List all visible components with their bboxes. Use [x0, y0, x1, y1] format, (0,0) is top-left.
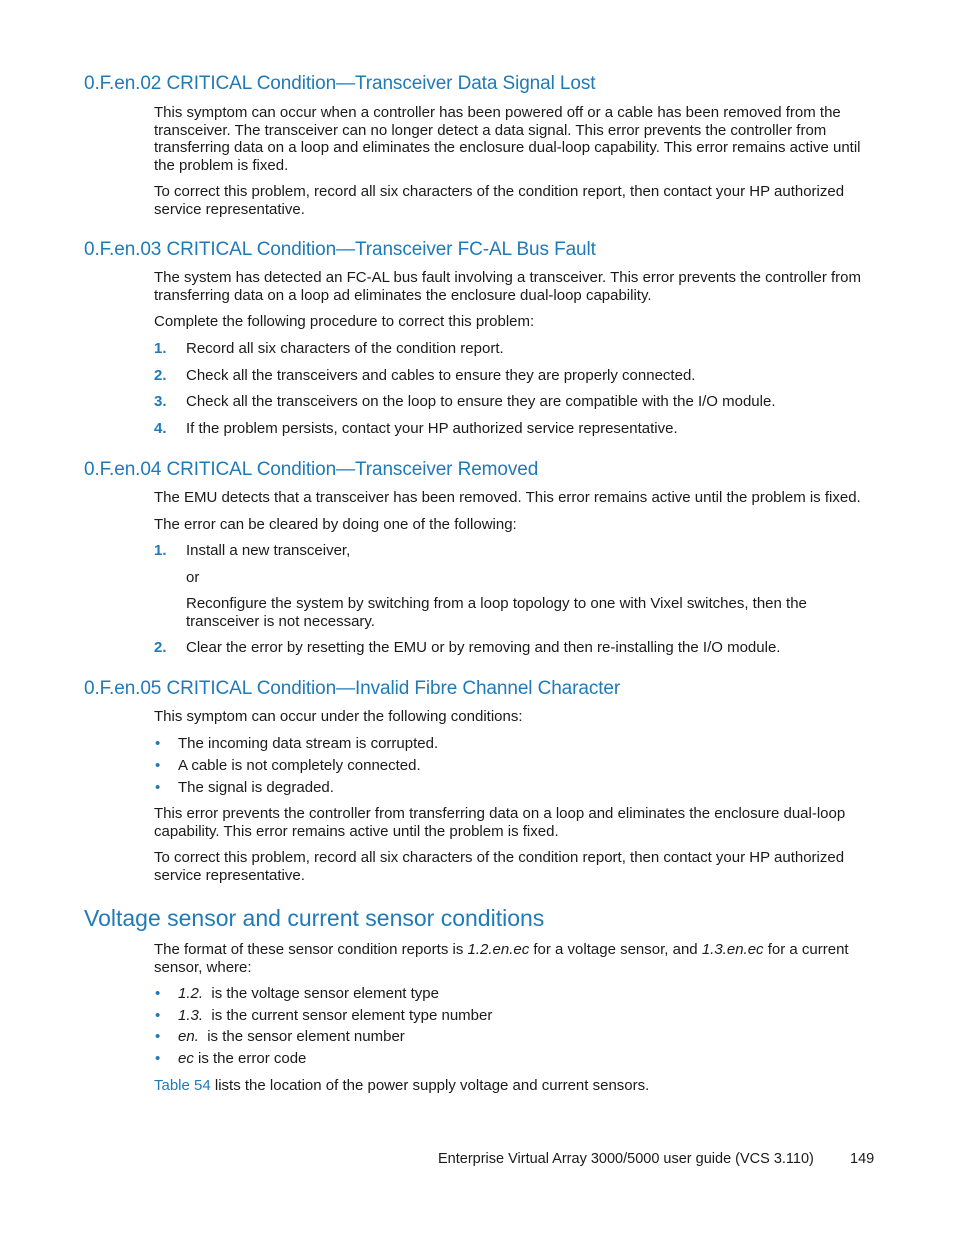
code: ec: [178, 1050, 194, 1067]
bullet-icon: •: [155, 757, 161, 774]
bullet-icon: •: [155, 779, 161, 796]
heading-voltage-current-sensor-conditions: Voltage sensor and current sensor conditions: [84, 905, 545, 931]
bullet-icon: •: [155, 1028, 161, 1045]
step-number: 1.: [154, 340, 167, 357]
step-number: 4.: [154, 420, 167, 437]
paragraph: This error prevents the controller from transferring data on a loop and eliminates the enclosure dual-loop capability. This error remains active until the problem is fixed.: [154, 805, 846, 840]
text: lists the location of the power supply voltage and current sensors.: [210, 1077, 650, 1094]
step-number: 1.: [154, 542, 167, 559]
paragraph: Complete the following procedure to correct this problem:: [154, 313, 535, 330]
list-item: The incoming data stream is corrupted.: [178, 735, 439, 752]
text: is the error code: [193, 1050, 307, 1067]
heading-transceiver-data-signal-lost: 0.F.en.02 CRITICAL Condition—Transceiver Data Signal Lost: [84, 73, 596, 94]
list-item: A cable is not completely connected.: [178, 757, 421, 774]
paragraph: To correct this problem, record all six characters of the condition report, then contact your HP authorized service representative.: [154, 849, 845, 884]
paragraph: To correct this problem, record all six characters of the condition report, then contact your HP authorized service representative.: [154, 183, 845, 218]
bullet-icon: •: [155, 735, 161, 752]
step-text: If the problem persists, contact your HP authorized service representative.: [186, 420, 678, 437]
or-text: or: [186, 569, 200, 586]
heading-transceiver-fcal-bus-fault: 0.F.en.03 CRITICAL Condition—Transceiver FC-AL Bus Fault: [84, 239, 596, 260]
text: is the voltage sensor element type: [203, 985, 439, 1002]
paragraph-table-reference: [154, 1077, 864, 1095]
paragraph: The error can be cleared by doing one of the following:: [154, 516, 517, 533]
paragraph: This symptom can occur under the following conditions:: [154, 708, 523, 725]
bullet-icon: •: [155, 1007, 161, 1024]
heading-invalid-fibre-channel-character: 0.F.en.05 CRITICAL Condition—Invalid Fibre Channel Character: [84, 678, 621, 699]
text: is the current sensor element type number: [203, 1007, 493, 1024]
step-text: Record all six characters of the condition report.: [186, 340, 504, 357]
step-text: Check all the transceivers and cables to ensure they are properly connected.: [186, 367, 696, 384]
paragraph-sensor-format: [154, 941, 864, 976]
paragraph: The EMU detects that a transceiver has been removed. This error remains active until the problem is fixed.: [154, 489, 861, 506]
text: is the sensor element number: [198, 1028, 405, 1045]
footer-title: Enterprise Virtual Array 3000/5000 user guide (VCS 3.110): [438, 1151, 814, 1167]
bullet-icon: •: [155, 1050, 161, 1067]
code: 1.3.: [178, 1007, 204, 1024]
paragraph: This symptom can occur when a controller has been powered off or a cable has been removed from the transceiver. The transceiver can no longer detect a data signal. This error prevents the controller from transferring data on a loop and eliminates the enclosure dual-loop capability. This error remains active until the problem is fixed.: [154, 104, 861, 174]
step-number: 2.: [154, 367, 167, 384]
paragraph: The system has detected an FC-AL bus fault involving a transceiver. This error prevents the controller from transferring data on a loop ad eliminates the enclosure dual-loop capability.: [154, 269, 861, 304]
list-item: [178, 985, 439, 1002]
list-item: [178, 1028, 405, 1045]
text: The format of these sensor condition reports is: [154, 941, 468, 958]
step-text: Install a new transceiver,: [186, 542, 351, 559]
code: 1.2.: [178, 985, 204, 1002]
heading-transceiver-removed: 0.F.en.04 CRITICAL Condition—Transceiver Removed: [84, 459, 539, 480]
list-item: The signal is degraded.: [178, 779, 334, 796]
text: for a voltage sensor, and: [529, 941, 702, 958]
alternative-text: Reconfigure the system by switching from a loop topology to one with Vixel switches, then the transceiver is not necessary.: [186, 595, 807, 630]
step-text: Clear the error by resetting the EMU or by removing and then re-installing the I/O module.: [186, 639, 781, 656]
list-item: [178, 1007, 492, 1024]
code: en.: [178, 1028, 199, 1045]
list-item: [178, 1050, 306, 1067]
step-number: 2.: [154, 639, 167, 656]
step-number: 3.: [154, 393, 167, 410]
step-text: Check all the transceivers on the loop to ensure they are compatible with the I/O module.: [186, 393, 776, 410]
page-number: 149: [850, 1151, 875, 1167]
code: 1.3.en.ec: [701, 941, 764, 958]
text: for a current sensor, where:: [154, 941, 849, 976]
table-54-link[interactable]: Table 54: [154, 1077, 211, 1094]
bullet-icon: •: [155, 985, 161, 1002]
code: 1.2.en.ec: [467, 941, 530, 958]
